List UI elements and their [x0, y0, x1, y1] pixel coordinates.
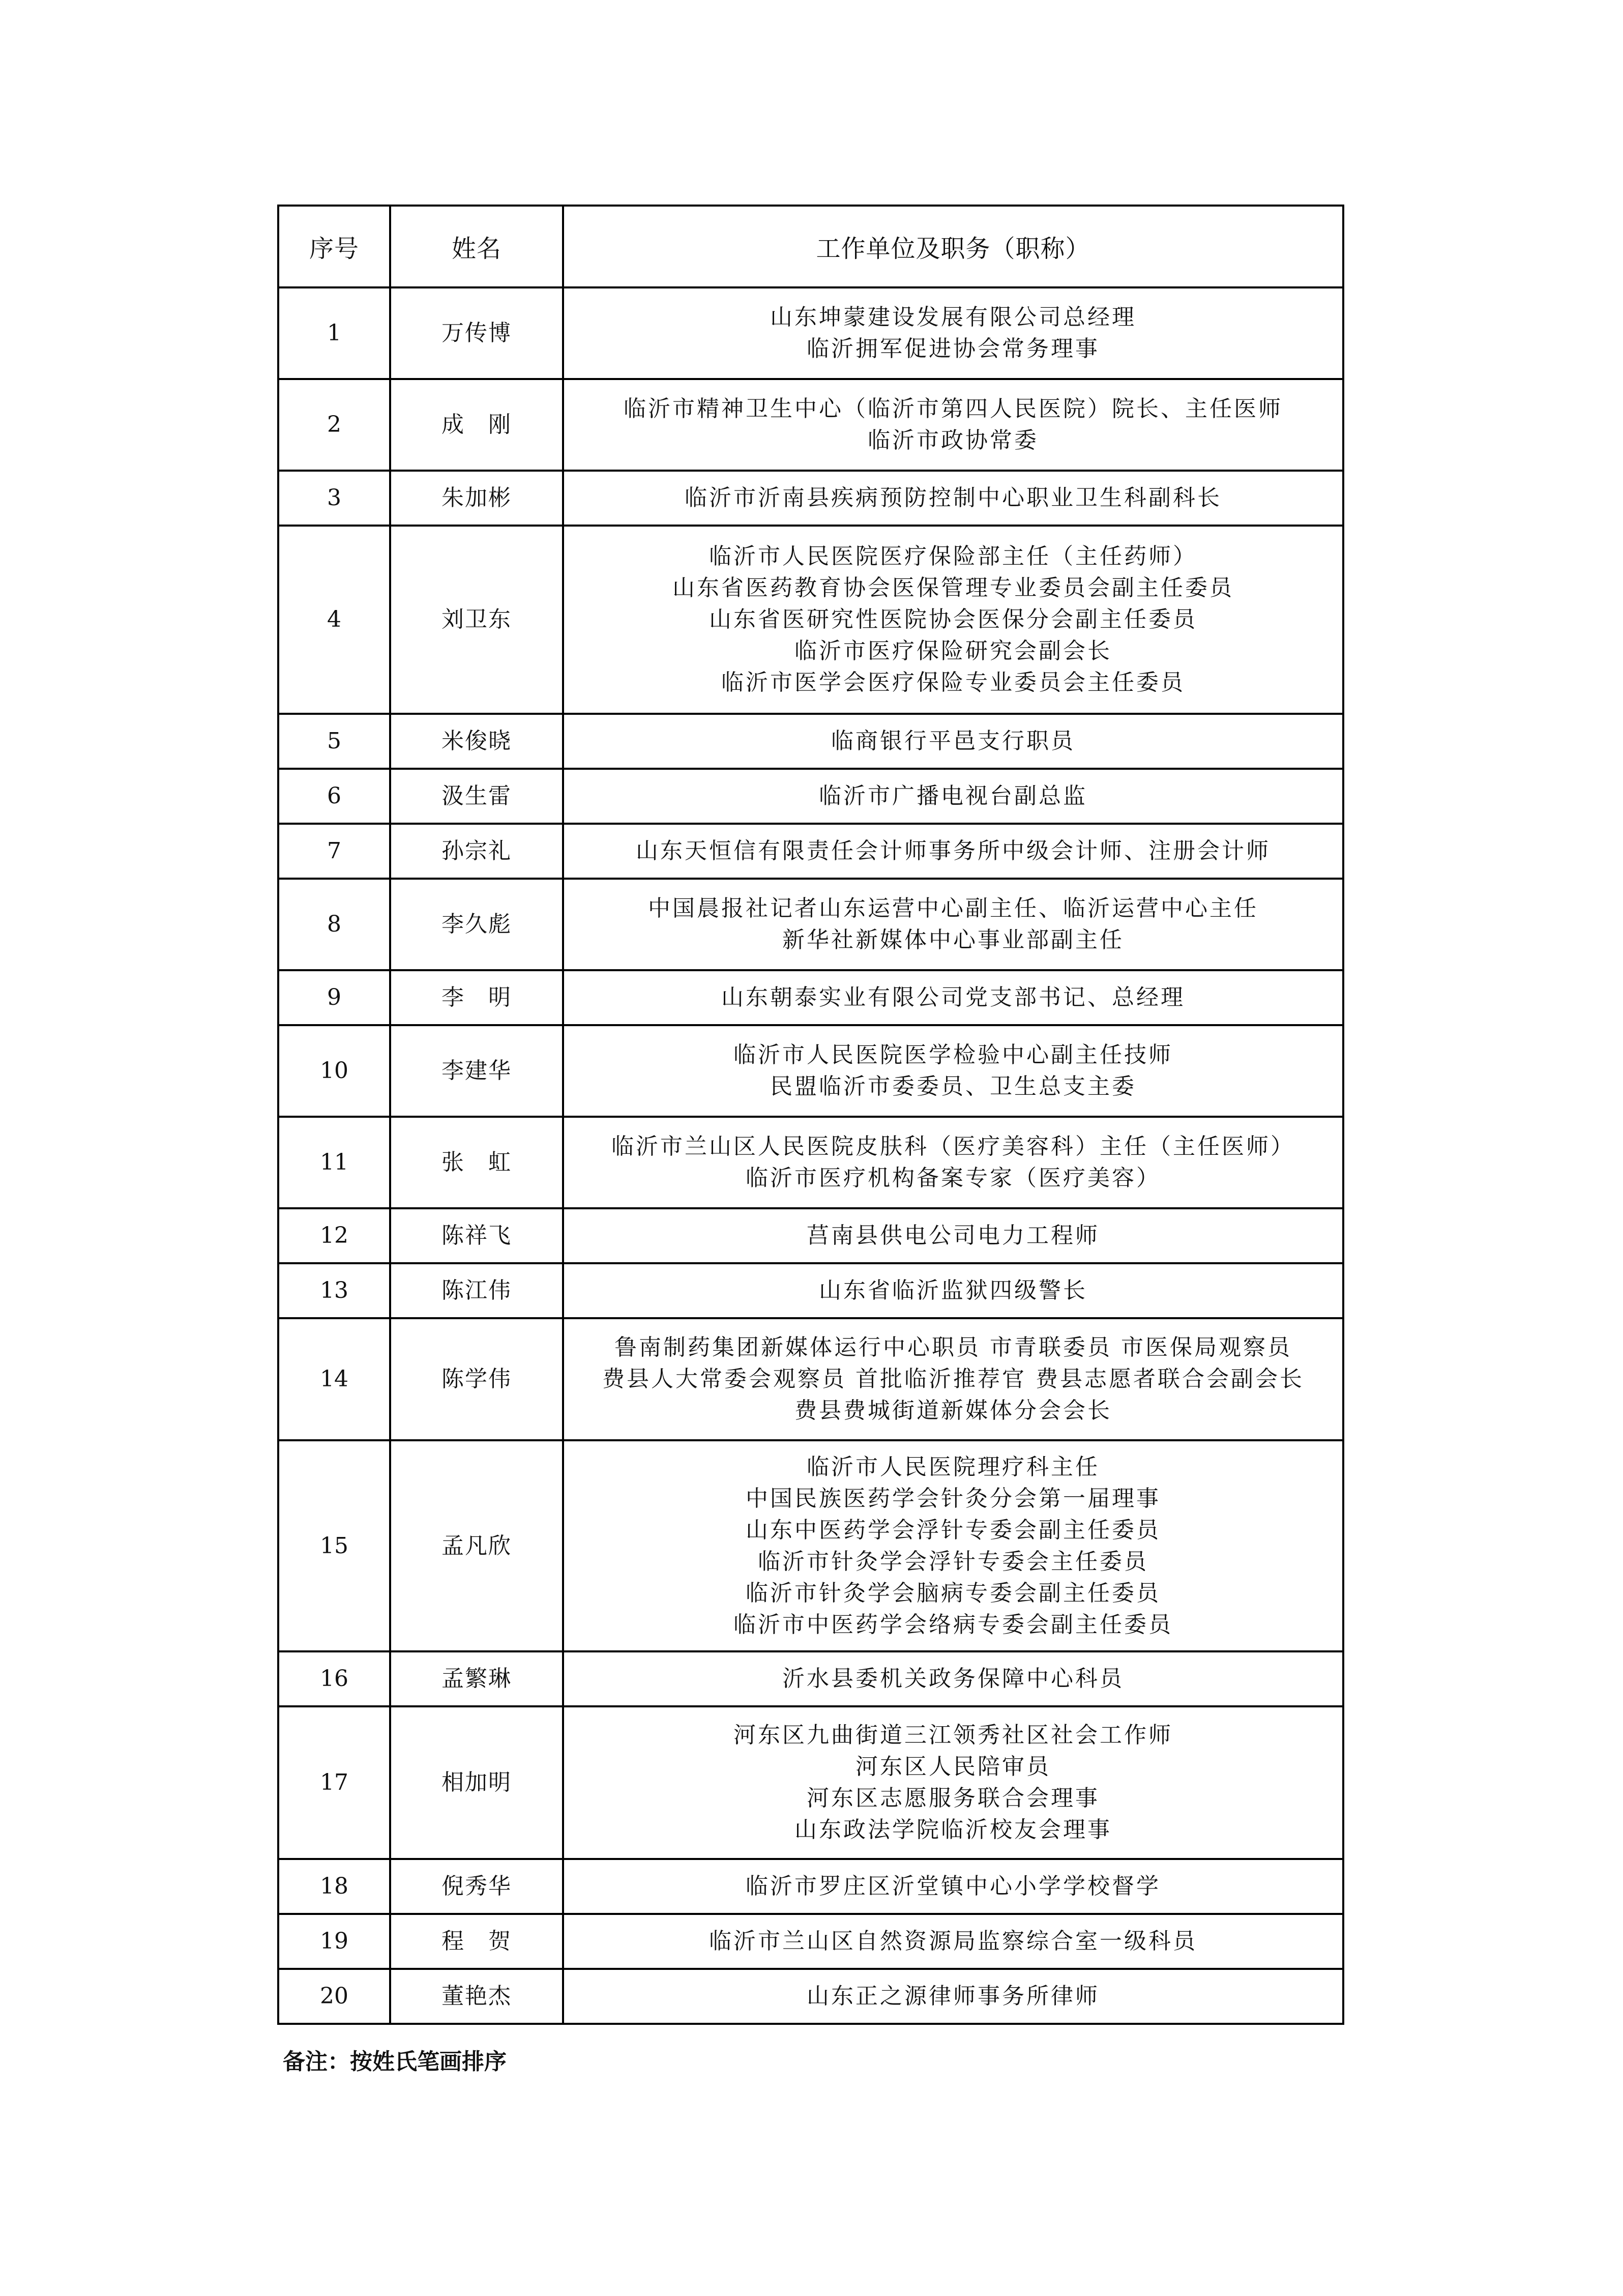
row-name: 董艳杰 [390, 1969, 563, 2024]
row-name: 陈祥飞 [390, 1208, 563, 1263]
unit-line: 临沂市精神卫生中心（临沂市第四人民医院）院长、主任医师 [624, 396, 1283, 422]
row-unit [563, 1651, 1343, 1706]
row-unit [563, 287, 1343, 379]
unit-line: 山东省临沂监狱四级警长 [819, 1277, 1087, 1303]
table-row [278, 287, 1343, 379]
unit-line: 新华社新媒体中心事业部副主任 [782, 927, 1124, 953]
row-seq: 16 [278, 1651, 390, 1706]
table-row [278, 1318, 1343, 1440]
row-unit [563, 714, 1343, 769]
footnote: 备注：按姓氏笔画排序 [283, 2049, 507, 2075]
row-seq: 15 [278, 1440, 390, 1651]
row-unit [563, 1969, 1343, 2024]
row-seq: 11 [278, 1117, 390, 1208]
row-seq: 7 [278, 824, 390, 879]
row-seq: 10 [278, 1025, 390, 1117]
unit-line: 临沂市沂南县疾病预防控制中心职业卫生科副科长 [685, 485, 1222, 511]
table-body [278, 287, 1343, 2024]
unit-line: 临沂拥军促进协会常务理事 [807, 336, 1100, 362]
row-seq: 8 [278, 879, 390, 970]
row-name: 倪秀华 [390, 1859, 563, 1914]
table-row [278, 1117, 1343, 1208]
row-unit [563, 1318, 1343, 1440]
row-name: 孙宗礼 [390, 824, 563, 879]
row-name: 陈学伟 [390, 1318, 563, 1440]
unit-line: 河东区人民陪审员 [855, 1754, 1051, 1780]
unit-line: 临沂市兰山区人民医院皮肤科（医疗美容科）主任（主任医师） [611, 1134, 1295, 1159]
row-unit [563, 1914, 1343, 1969]
row-seq: 5 [278, 714, 390, 769]
header-unit: 工作单位及职务（职称） [563, 206, 1343, 287]
table-row [278, 1651, 1343, 1706]
row-name: 李久彪 [390, 879, 563, 970]
row-name: 米俊晓 [390, 714, 563, 769]
row-unit [563, 1706, 1343, 1859]
row-unit [563, 1117, 1343, 1208]
unit-line: 河东区九曲街道三江领秀社区社会工作师 [733, 1722, 1173, 1748]
table-row [278, 714, 1343, 769]
unit-line: 中国晨报社记者山东运营中心副主任、临沂运营中心主任 [648, 895, 1258, 921]
unit-line: 山东坤蒙建设发展有限公司总经理 [770, 304, 1136, 330]
row-seq: 13 [278, 1263, 390, 1318]
row-unit [563, 526, 1343, 714]
row-unit [563, 1263, 1343, 1318]
row-unit [563, 1025, 1343, 1117]
table-row [278, 879, 1343, 970]
unit-line: 临沂市中医药学会络病专委会副主任委员 [733, 1611, 1173, 1638]
unit-line: 中国民族医药学会针灸分会第一届理事 [746, 1485, 1161, 1512]
row-name: 成 刚 [390, 379, 563, 471]
unit-line: 临商银行平邑支行职员 [831, 728, 1075, 754]
row-unit [563, 471, 1343, 526]
table-row [278, 1914, 1343, 1969]
row-seq: 3 [278, 471, 390, 526]
row-unit [563, 879, 1343, 970]
table-row [278, 1263, 1343, 1318]
unit-line: 山东正之源律师事务所律师 [807, 1983, 1100, 2009]
unit-line: 山东中医药学会浮针专委会副主任委员 [746, 1517, 1161, 1543]
row-unit [563, 1440, 1343, 1651]
row-name: 李 明 [390, 970, 563, 1025]
unit-line: 临沂市针灸学会浮针专委会主任委员 [758, 1548, 1148, 1575]
row-name: 孟繁琳 [390, 1651, 563, 1706]
unit-line: 山东朝泰实业有限公司党支部书记、总经理 [721, 984, 1185, 1010]
unit-line: 临沂市医学会医疗保险专业委员会主任委员 [721, 670, 1185, 695]
unit-line: 山东省医药教育协会医保管理专业委员会副主任委员 [672, 575, 1234, 601]
row-name: 刘卫东 [390, 526, 563, 714]
row-name: 陈江伟 [390, 1263, 563, 1318]
unit-line: 山东政法学院临沂校友会理事 [794, 1817, 1112, 1843]
row-seq: 12 [278, 1208, 390, 1263]
table-row [278, 471, 1343, 526]
unit-line: 莒南县供电公司电力工程师 [807, 1223, 1100, 1248]
row-seq: 2 [278, 379, 390, 471]
unit-line: 临沂市政协常委 [868, 427, 1039, 453]
table-row [278, 379, 1343, 471]
unit-line: 临沂市人民医院医疗保险部主任（主任药师） [709, 543, 1197, 569]
row-name: 相加明 [390, 1706, 563, 1859]
row-seq: 17 [278, 1706, 390, 1859]
header-name: 姓名 [390, 206, 563, 287]
row-name: 李建华 [390, 1025, 563, 1117]
member-table [277, 205, 1344, 2025]
row-seq: 14 [278, 1318, 390, 1440]
row-seq: 6 [278, 769, 390, 824]
table-header-row [278, 206, 1343, 287]
unit-line: 临沂市医疗保险研究会副会长 [794, 638, 1112, 664]
unit-line: 临沂市罗庄区沂堂镇中心小学学校督学 [746, 1873, 1161, 1899]
unit-line: 费县人大常委会观察员 首批临沂推荐官 费县志愿者联合会副会长 [602, 1366, 1304, 1392]
unit-line: 费县费城街道新媒体分会会长 [794, 1398, 1112, 1423]
unit-line: 河东区志愿服务联合会理事 [807, 1785, 1100, 1811]
row-unit [563, 824, 1343, 879]
unit-line: 山东天恒信有限责任会计师事务所中级会计师、注册会计师 [636, 838, 1271, 864]
unit-line: 临沂市医疗机构备案专家（医疗美容） [746, 1165, 1161, 1191]
row-name: 万传博 [390, 287, 563, 379]
row-seq: 9 [278, 970, 390, 1025]
row-name: 孟凡欣 [390, 1440, 563, 1651]
row-seq: 18 [278, 1859, 390, 1914]
unit-line: 鲁南制药集团新媒体运行中心职员 市青联委员 市医保局观察员 [614, 1334, 1292, 1360]
table-row [278, 824, 1343, 879]
table-row [278, 1208, 1343, 1263]
table-row [278, 970, 1343, 1025]
row-seq: 4 [278, 526, 390, 714]
table-row [278, 1440, 1343, 1651]
table-row [278, 769, 1343, 824]
table-row [278, 1706, 1343, 1859]
row-unit [563, 1208, 1343, 1263]
unit-line: 临沂市人民医院医学检验中心副主任技师 [733, 1042, 1173, 1068]
unit-line: 民盟临沂市委委员、卫生总支主委 [770, 1073, 1136, 1099]
row-seq: 1 [278, 287, 390, 379]
table-row [278, 1025, 1343, 1117]
row-name: 汲生雷 [390, 769, 563, 824]
table-row [278, 1969, 1343, 2024]
header-seq: 序号 [278, 206, 390, 287]
row-unit [563, 970, 1343, 1025]
row-unit [563, 769, 1343, 824]
row-unit [563, 379, 1343, 471]
unit-line: 临沂市人民医院理疗科主任 [807, 1454, 1100, 1480]
unit-line: 临沂市兰山区自然资源局监察综合室一级科员 [709, 1928, 1197, 1954]
unit-line: 临沂市广播电视台副总监 [819, 783, 1087, 809]
row-unit [563, 1859, 1343, 1914]
row-name: 朱加彬 [390, 471, 563, 526]
unit-line: 沂水县委机关政务保障中心科员 [782, 1666, 1124, 1692]
unit-line: 临沂市针灸学会脑病专委会副主任委员 [746, 1580, 1161, 1606]
unit-line: 山东省医研究性医院协会医保分会副主任委员 [709, 606, 1197, 632]
row-seq: 20 [278, 1969, 390, 2024]
row-name: 张 虹 [390, 1117, 563, 1208]
row-seq: 19 [278, 1914, 390, 1969]
table-row [278, 1859, 1343, 1914]
table-row [278, 526, 1343, 714]
row-name: 程 贺 [390, 1914, 563, 1969]
